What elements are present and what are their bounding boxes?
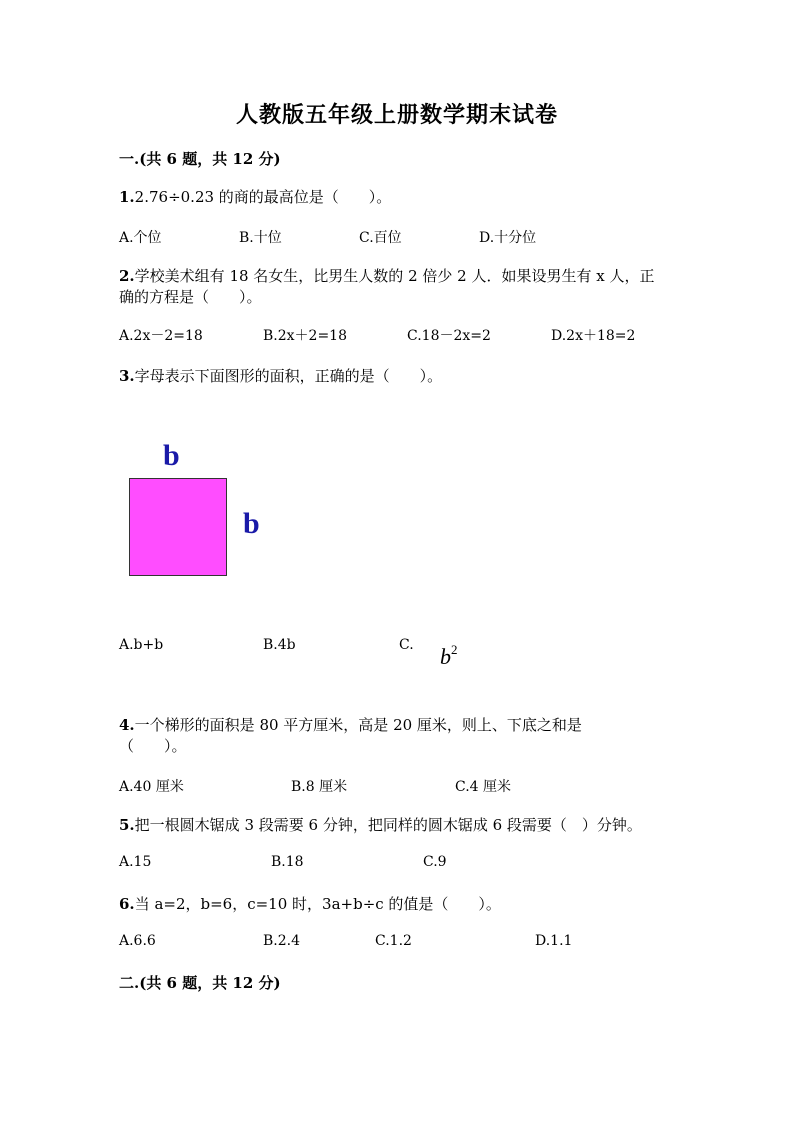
question-6-number: 6.: [119, 895, 135, 913]
question-1-option-b[interactable]: B.十位: [239, 230, 282, 246]
question-6-option-c[interactable]: C.1.2: [375, 933, 412, 949]
question-6-option-d[interactable]: D.1.1: [535, 933, 573, 949]
question-2-text-line-1: 学校美术组有 18 名女生，比男生人数的 2 倍少 2 人．如果设男生有 x 人，正: [134, 267, 655, 285]
question-1-option-d[interactable]: D.十分位: [479, 230, 537, 246]
question-3-text: 字母表示下面图形的面积，正确的是（ ）。: [134, 367, 443, 385]
question-2: [119, 265, 654, 287]
question-3-option-b[interactable]: B.4b: [263, 637, 296, 653]
square-top-label: b: [163, 439, 180, 472]
question-5-option-b[interactable]: B.18: [271, 854, 304, 870]
question-2-option-c[interactable]: C.18－2x=2: [407, 328, 491, 344]
question-6: [119, 893, 501, 915]
question-3: [119, 365, 442, 387]
question-2-option-a[interactable]: A.2x－2=18: [119, 328, 203, 344]
question-5-option-a[interactable]: A.15: [119, 854, 152, 870]
question-4-option-b[interactable]: B.8 厘米: [291, 779, 348, 795]
question-6-option-b[interactable]: B.2.4: [263, 933, 301, 949]
question-4-number: 4.: [119, 716, 135, 734]
question-4-option-c[interactable]: C.4 厘米: [455, 779, 512, 795]
question-1-text: 2.76÷0.23 的商的最高位是（ ）。: [134, 188, 392, 206]
question-5-option-c[interactable]: C.9: [423, 854, 447, 870]
question-3-option-a[interactable]: A.b+b: [119, 637, 164, 653]
formula-base: b: [440, 644, 451, 669]
question-2-option-d[interactable]: D.2x＋18=2: [551, 328, 636, 344]
question-4-text-line-1: 一个梯形的面积是 80 平方厘米，高是 20 厘米，则上、下底之和是: [134, 716, 582, 734]
question-5-text: 把一根圆木锯成 3 段需要 6 分钟，把同样的圆木锯成 6 段需要（ ）分钟。: [134, 816, 642, 834]
page-title: 人教版五年级上册数学期末试卷: [235, 102, 558, 128]
question-4-text-line-2: （ ）。: [119, 737, 187, 755]
question-2-number: 2.: [119, 267, 135, 285]
question-1-number: 1.: [119, 188, 135, 206]
question-6-option-a[interactable]: A.6.6: [119, 933, 156, 949]
formula-exponent: 2: [451, 642, 458, 657]
question-5-number: 5.: [119, 816, 135, 834]
question-4-option-a[interactable]: A.40 厘米: [119, 779, 184, 795]
question-2-option-b[interactable]: B.2x＋2=18: [263, 328, 347, 344]
question-3-number: 3.: [119, 367, 135, 385]
question-3-option-c-formula: [440, 642, 458, 670]
question-4: [119, 714, 582, 736]
square-side-label: b: [243, 507, 260, 540]
section-1-header: 一.(共 6 题，共 12 分): [119, 150, 281, 168]
question-2-text-line-2: 确的方程是（ ）。: [119, 288, 262, 306]
question-1: [119, 186, 391, 208]
question-1-option-a[interactable]: A.个位: [119, 230, 162, 246]
question-3-option-c[interactable]: C.: [399, 637, 414, 653]
question-1-option-c[interactable]: C.百位: [359, 230, 402, 246]
question-6-text: 当 a=2，b=6，c=10 时，3a+b÷c 的值是（ ）。: [134, 895, 501, 913]
section-2-header: 二.(共 6 题，共 12 分): [119, 974, 281, 992]
square-figure: [129, 478, 227, 576]
question-5: [119, 814, 642, 836]
